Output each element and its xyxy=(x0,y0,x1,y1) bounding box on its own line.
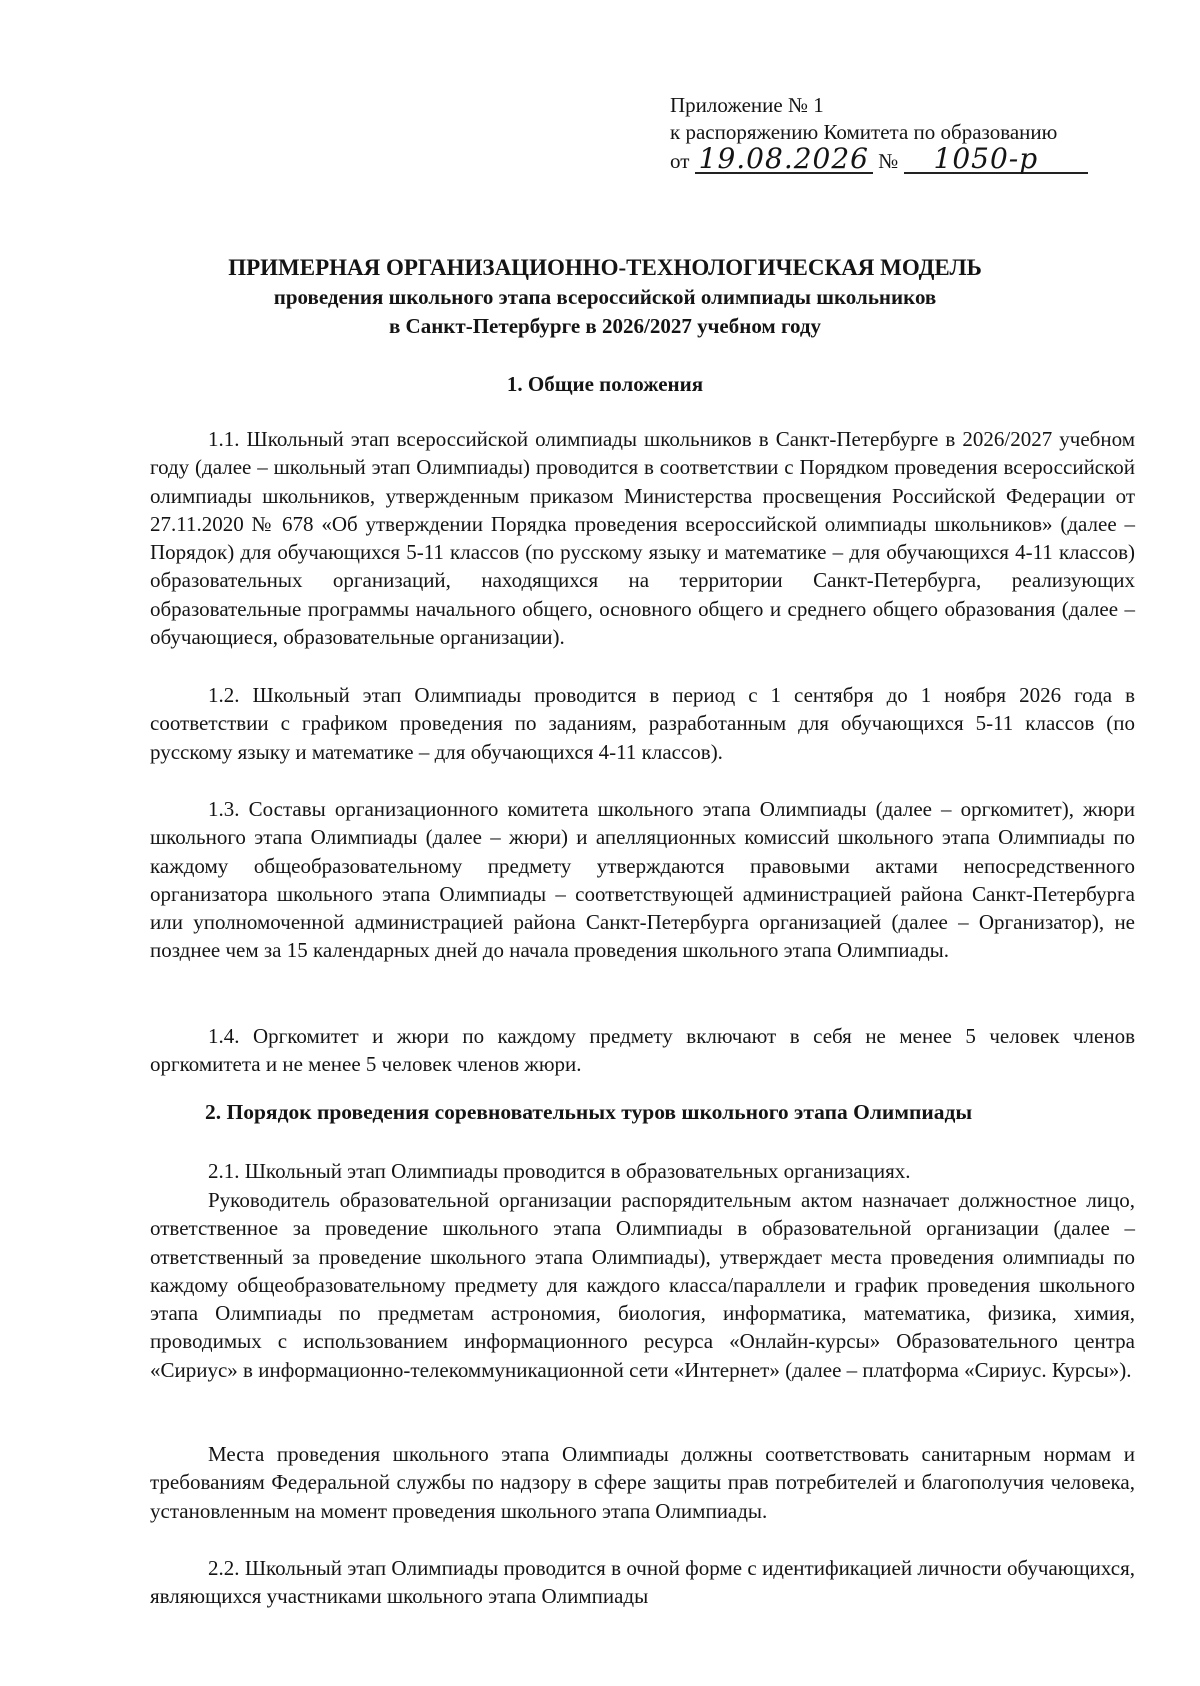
paragraph-1-4: 1.4. Оргкомитет и жюри по каждому предмету включают в себя не менее 5 человек членов оргкомитета и не менее 5 человек членов жюри. xyxy=(150,1024,1135,1077)
appendix-number: Приложение № 1 xyxy=(670,93,824,117)
number-prefix: № xyxy=(878,149,899,173)
document-title xyxy=(150,252,1060,341)
paragraph-2-1-responsible: Руководитель образовательной организации распорядительным актом назначает должностное лицо, ответственное за проведение школьного этапа Олимпиады в образовательной организации (далее – ответственный за проведение школьного этапа Олимпиады), утверждает места проведения олимпиады по каждому общеобразовательному предмету для каждого класса/параллели и график проведения школьного этапа Олимпиады по предметам астрономия, биология, информатика, математика, физика, химия, проводимых с использованием информационного ресурса «Онлайн-курсы» Образовательного центра «Сириус» в информационно-телекоммуникационной сети «Интернет» (далее – платформа «Сириус. Курсы»). xyxy=(150,1188,1135,1382)
paragraph-1-2: 1.2. Школьный этап Олимпиады проводится в период с 1 сентября до 1 ноября 2026 года в соответствии с графиком проведения по заданиям, разработанным для обучающихся 5-11 классов (по русскому языку и математике – для обучающихся 4-11 классов). xyxy=(150,683,1135,764)
title-line-3: в Санкт-Петербурге в 2026/2027 учебном году xyxy=(388,314,822,338)
paragraph-2-1-venues: Места проведения школьного этапа Олимпиады должны соответствовать санитарным нормам и требованиям Федеральной службы по надзору в сфере защиты прав потребителей и благополучия человека, установленным на момент проведения школьного этапа Олимпиады. xyxy=(150,1442,1135,1523)
section-1-heading: 1. Общие положения xyxy=(506,372,704,396)
title-line-1: ПРИМЕРНАЯ ОРГАНИЗАЦИОННО-ТЕХНОЛОГИЧЕСКАЯ МОДЕЛЬ xyxy=(228,255,982,280)
paragraph-2-2: 2.2. Школьный этап Олимпиады проводится в очной форме с идентификацией личности обучающихся, являющихся участниками школьного этапа Олимпиады xyxy=(150,1556,1135,1609)
section-2-heading: 2. Порядок проведения соревновательных туров школьного этапа Олимпиады xyxy=(205,1100,973,1124)
paragraph-1-1: 1.1. Школьный этап всероссийской олимпиады школьников в Санкт-Петербурге в 2026/2027 учебном году (далее – школьный этап Олимпиады) проводится в соответствии с Порядком проведения всероссийской олимпиады школьников, утвержденным приказом Министерства просвещения Российской Федерации от 27.11.2020 № 678 «Об утверждении Порядка проведения всероссийской олимпиады школьников» (далее – Порядок) для обучающихся 5-11 классов (по русскому языку и математике – для обучающихся 4-11 классов) образовательных организаций, находящихся на территории Санкт-Петербурга, реализующих образовательные программы начального общего, основного общего и среднего общего образования (далее – обучающиеся, образовательные организации). xyxy=(150,427,1135,650)
paragraph-2-1: 2.1. Школьный этап Олимпиады проводится в образовательных организациях. xyxy=(208,1159,911,1183)
appendix-order-reference: к распоряжению Комитета по образованию xyxy=(670,120,1058,144)
appendix-date-line xyxy=(670,142,1140,175)
date-prefix: от xyxy=(670,149,690,173)
appendix-block xyxy=(670,92,1140,175)
title-line-2: проведения школьного этапа всероссийской олимпиады школьников xyxy=(273,285,937,309)
paragraph-1-3: 1.3. Составы организационного комитета школьного этапа Олимпиады (далее – оргкомитет), жюри школьного этапа Олимпиады (далее – жюри) и апелляционных комиссий школьного этапа Олимпиады по каждому общеобразовательному предмету утверждаются правовыми актами непосредственного организатора школьного этапа Олимпиады – соответствующей администрацией района Санкт-Петербурга или уполномоченной администрацией района Санкт-Петербурга организацией (далее – Организатор), не позднее чем за 15 календарных дней до начала проведения школьного этапа Олимпиады. xyxy=(150,797,1135,963)
handwritten-order-number: 1050-р xyxy=(904,146,1088,174)
handwritten-date: 19.08.2026 xyxy=(695,146,873,174)
